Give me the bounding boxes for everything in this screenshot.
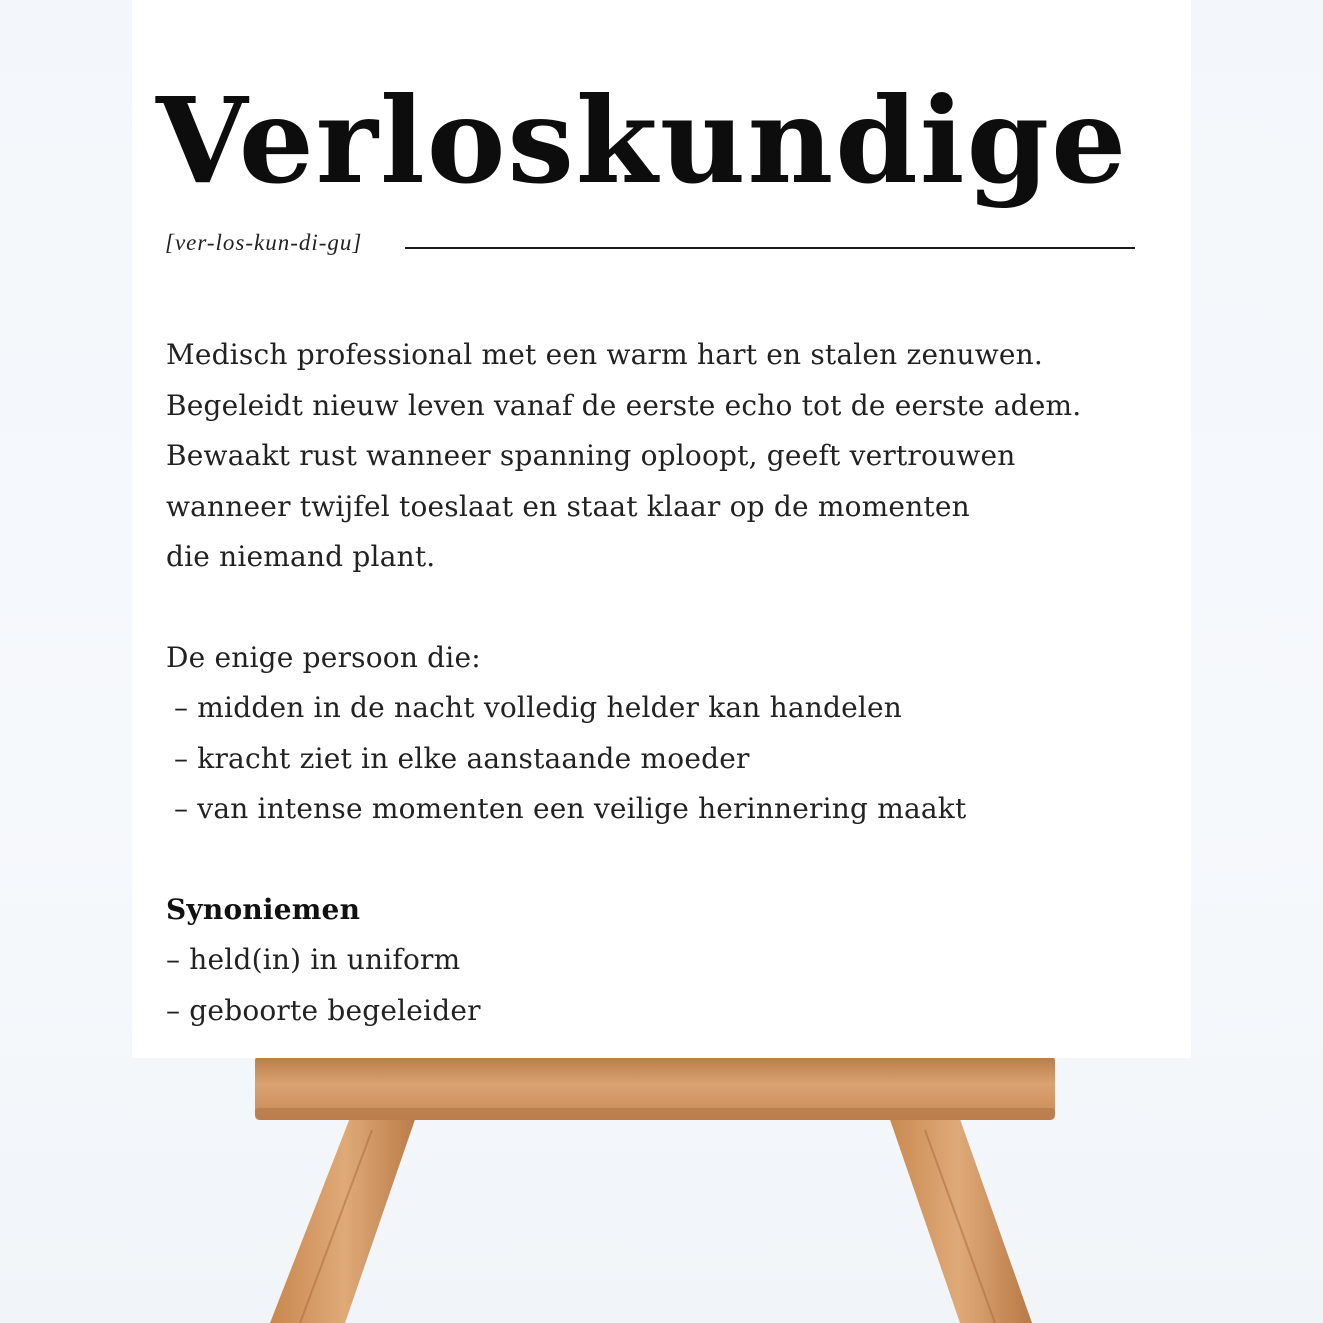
synonym-item: – held(in) in uniform (166, 943, 461, 976)
divider-line (405, 247, 1135, 249)
definition-line: Begeleidt nieuw leven vanaf de eerste echo tot de eerste adem. (166, 388, 1082, 422)
definition-line: Medisch professional met een warm hart en stalen zenuwen. (166, 338, 1043, 371)
definition-card (132, 0, 1191, 1058)
definition-line: wanneer twijfel toeslaat en staat klaar op de momenten (166, 489, 970, 523)
list-intro: De enige persoon die: (166, 640, 481, 674)
pronunciation: [ver-los-kun-di-gu] (165, 230, 363, 255)
card-title: Verloskundige (156, 71, 1129, 210)
definition-line: die niemand plant. (166, 540, 436, 573)
list-item: – van intense momenten een veilige herinnering maakt (174, 792, 967, 825)
synonyms-heading: Synoniemen (166, 892, 361, 926)
pronunciation-row (165, 230, 1135, 262)
list-item: – kracht ziet in elke aanstaande moeder (174, 741, 750, 775)
synonym-item: – geboorte begeleider (166, 993, 481, 1027)
definition-body (166, 330, 1166, 1036)
list-item: – midden in de nacht volledig helder kan handelen (174, 691, 903, 724)
definition-line: Bewaakt rust wanneer spanning oploopt, geeft vertrouwen (166, 439, 1016, 472)
